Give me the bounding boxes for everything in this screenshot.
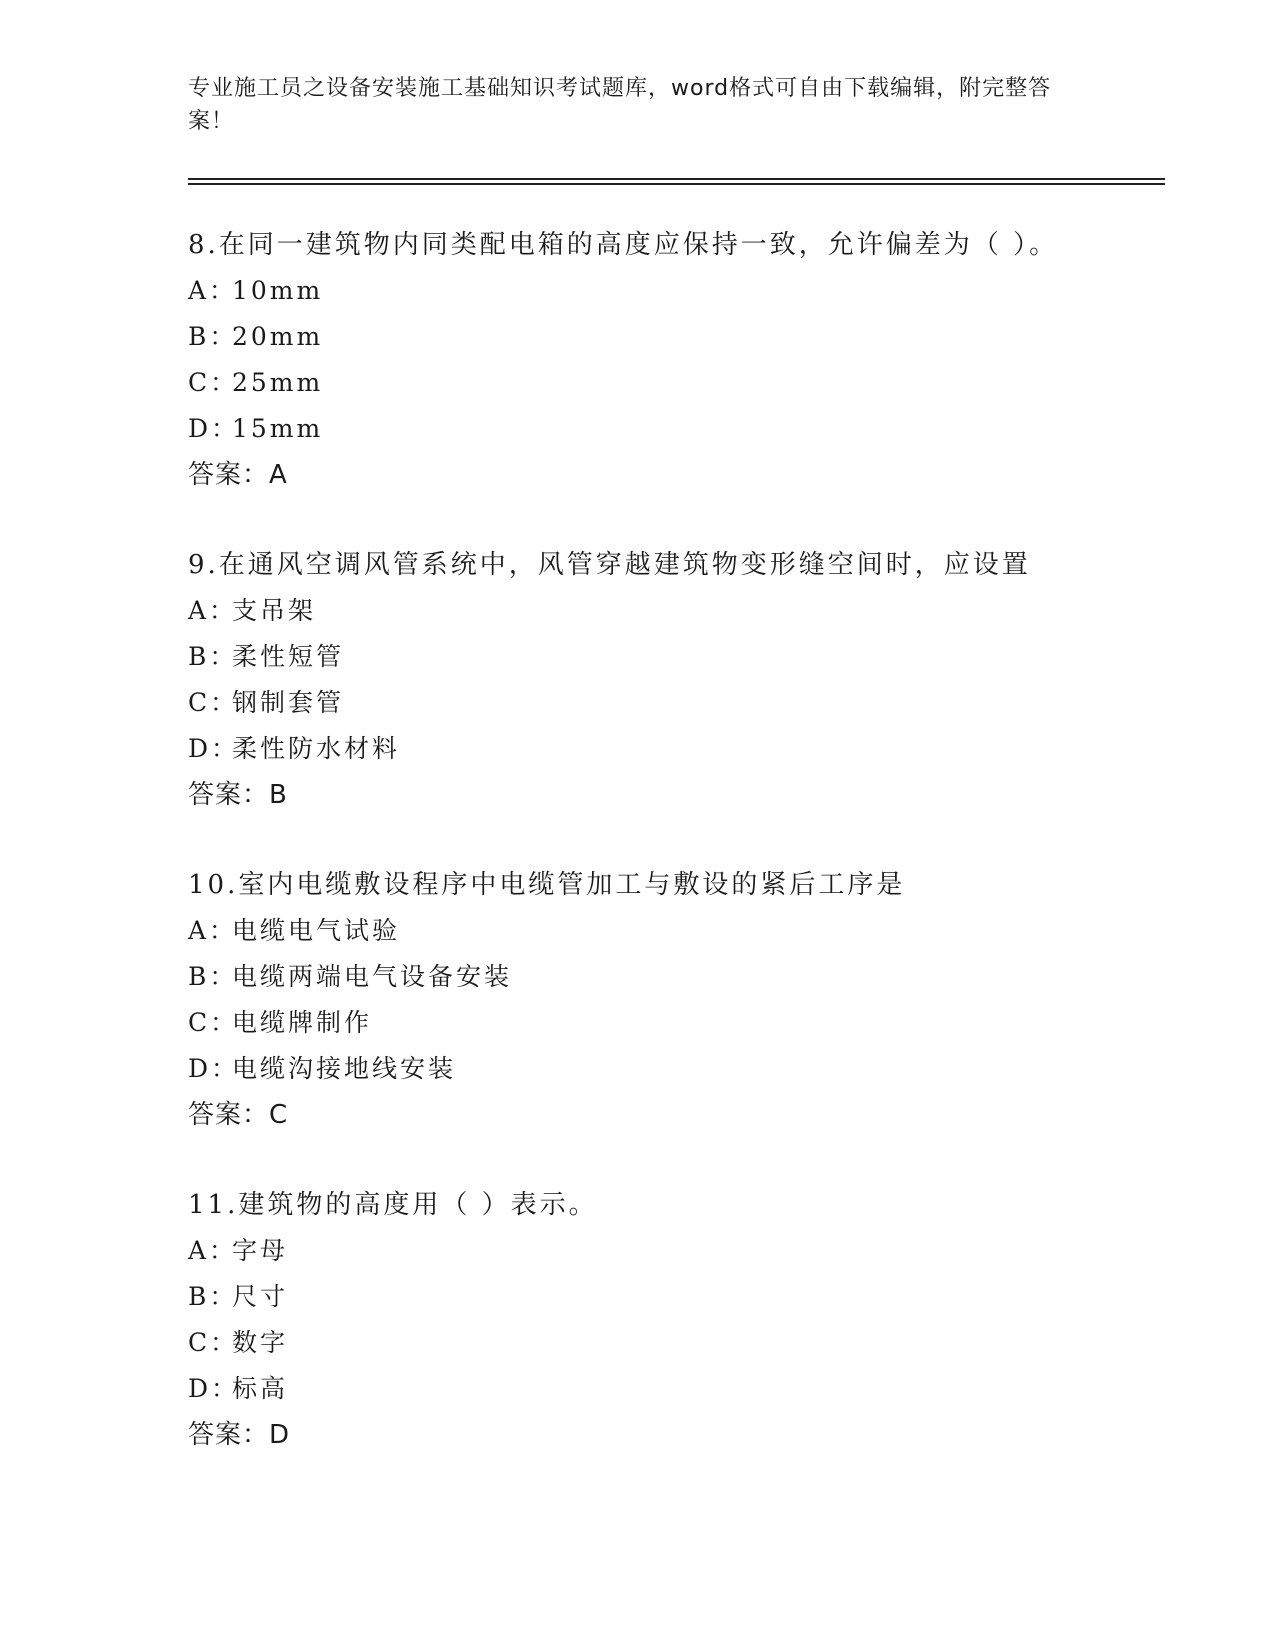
option-key: D： [188, 734, 240, 763]
option-key: C： [188, 688, 239, 717]
option-key: A： [188, 1236, 238, 1265]
option-key: A： [188, 276, 238, 305]
option-d [188, 732, 1168, 778]
option-a [188, 594, 1168, 640]
question-title: 9.在通风空调风管系统中，风管穿越建筑物变形缝空间时，应设置 [188, 550, 1031, 580]
option-text: 电缆牌制作 [232, 1008, 373, 1037]
option-key: A： [188, 916, 238, 945]
question-8 [188, 228, 1168, 504]
option-d [188, 1372, 1168, 1418]
option-text: 支吊架 [232, 596, 317, 625]
option-d [188, 412, 1168, 458]
question-title: 10.室内电缆敷设程序中电缆管加工与敷设的紧后工序是 [188, 870, 906, 900]
option-b [188, 960, 1168, 1006]
option-text: 20mm [232, 322, 324, 351]
option-b [188, 640, 1168, 686]
answer: 答案：C [188, 1100, 289, 1130]
header-divider-top [188, 178, 1165, 180]
option-key: B： [188, 642, 238, 671]
option-c [188, 366, 1168, 412]
option-text: 尺寸 [232, 1282, 289, 1311]
option-text: 25mm [232, 368, 324, 397]
option-key: A： [188, 596, 238, 625]
option-text: 柔性防水材料 [232, 734, 401, 763]
option-text: 10mm [232, 276, 324, 305]
answer: 答案：B [188, 780, 288, 810]
option-key: B： [188, 1282, 238, 1311]
option-text: 电缆两端电气设备安装 [232, 962, 513, 991]
option-text: 数字 [232, 1328, 289, 1357]
answer: 答案：A [188, 460, 288, 490]
option-key: D： [188, 1054, 240, 1083]
option-text: 电缆电气试验 [232, 916, 401, 945]
header-divider-bottom [188, 183, 1165, 185]
answer: 答案：D [188, 1420, 291, 1450]
document-header: 专业施工员之设备安装施工基础知识考试题库，word格式可自由下载编辑，附完整答案！ [188, 76, 1052, 134]
option-b [188, 1280, 1168, 1326]
option-a [188, 274, 1168, 320]
question-title: 8.在同一建筑物内同类配电箱的高度应保持一致，允许偏差为（ ）。 [188, 230, 1059, 260]
option-c [188, 1326, 1168, 1372]
option-text: 钢制套管 [232, 688, 345, 717]
option-key: C： [188, 368, 239, 397]
option-text: 15mm [232, 414, 324, 443]
option-text: 字母 [232, 1236, 289, 1265]
option-a [188, 914, 1168, 960]
option-key: D： [188, 414, 240, 443]
option-a [188, 1234, 1168, 1280]
option-c [188, 686, 1168, 732]
option-text: 柔性短管 [232, 642, 345, 671]
question-10 [188, 868, 1168, 1144]
option-key: C： [188, 1328, 239, 1357]
option-key: B： [188, 322, 238, 351]
question-11 [188, 1188, 1168, 1464]
option-text: 电缆沟接地线安装 [232, 1054, 457, 1083]
option-c [188, 1006, 1168, 1052]
option-key: D： [188, 1374, 240, 1403]
option-text: 标高 [232, 1374, 289, 1403]
question-9 [188, 548, 1168, 824]
option-key: B： [188, 962, 238, 991]
option-d [188, 1052, 1168, 1098]
option-b [188, 320, 1168, 366]
option-key: C： [188, 1008, 239, 1037]
question-title: 11.建筑物的高度用（ ）表示。 [188, 1190, 598, 1220]
